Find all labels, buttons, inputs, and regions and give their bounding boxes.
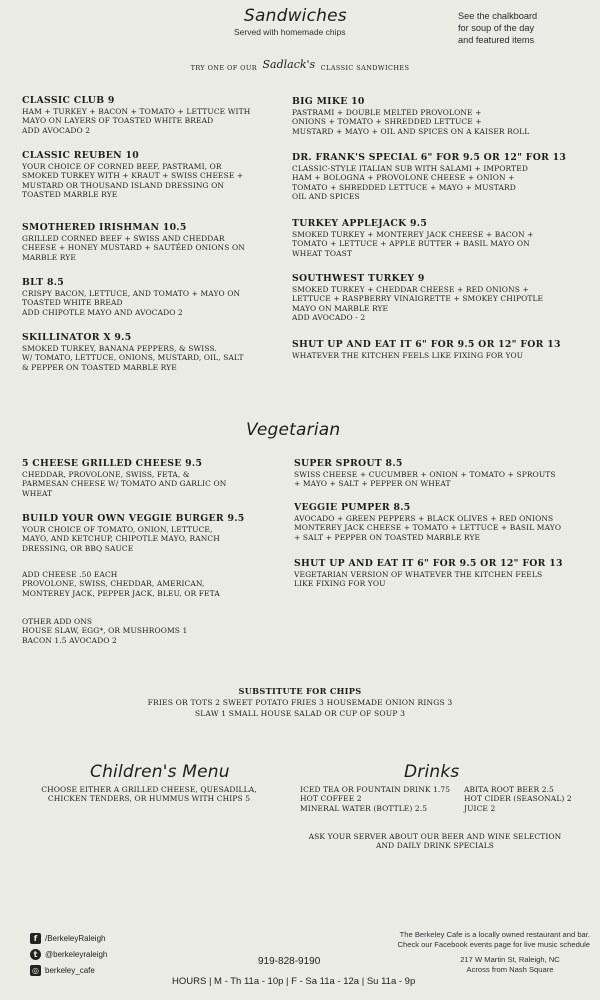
chalkboard-line: and featured items (458, 35, 535, 45)
item-description: YOUR CHOICE OF CORNED BEEF, PASTRAMI, OR SMOKED TURKEY WITH + KRAUT + SWISS CHEESE + MUSTARD OR THOUSAND ISLAND DRESSING ON TOASTED MARBLE RYE (22, 162, 244, 200)
item-name: SUPER SPROUT 8.5 (294, 458, 403, 469)
try-prefix: TRY ONE OF OUR (190, 64, 258, 72)
twitter-icon: t (30, 949, 41, 960)
item-description: SWISS CHEESE + CUCUMBER + ONION + TOMATO + SPROUTS + MAYO + SALT + PEPPER ON WHEAT (294, 470, 556, 489)
item-name: BIG MIKE 10 (292, 96, 365, 107)
try-suffix: CLASSIC SANDWICHES (320, 64, 410, 72)
item-name: SHUT UP AND EAT IT 6" FOR 9.5 OR 12" FOR 13 (294, 558, 563, 569)
drinks-title: Drinks (404, 762, 460, 782)
item-description: CLASSIC-STYLE ITALIAN SUB WITH SALAMI + IMPORTED HAM + BOLOGNA + PROVOLONE CHEESE + ONION + TOMATO + SHREDDED LETTUCE + MAYO + MUSTARD OIL AND SPICES (292, 164, 528, 202)
item-name: CLASSIC CLUB 9 (22, 95, 115, 106)
vegetarian-title: Vegetarian (246, 420, 341, 440)
item-name: SMOTHERED IRISHMAN 10.5 (22, 222, 187, 233)
menu-item (22, 513, 245, 553)
item-description: CHEDDAR, PROVOLONE, SWISS, FETA, & PARMESAN CHEESE W/ TOMATO AND GARLIC ON WHEAT (22, 470, 227, 498)
menu-item (292, 152, 566, 202)
menu-item (292, 339, 561, 360)
drinks-right-list: ABITA ROOT BEER 2.5 HOT CIDER (SEASONAL) 2 JUICE 2 (464, 785, 572, 813)
childrens-menu-title: Children's Menu (90, 762, 230, 782)
menu-item (294, 458, 556, 489)
address: 217 W Martin St, Raleigh, NC Across from Nash Square (460, 955, 560, 974)
item-name: SHUT UP AND EAT IT 6" FOR 9.5 OR 12" FOR 13 (292, 339, 561, 350)
sadlacks-script: Sadlack's (262, 58, 316, 71)
item-description: YOUR CHOICE OF TOMATO, ONION, LETTUCE, MAYO, AND KETCHUP, CHIPOTLE MAYO, RANCH DRESSING, OR BBQ SAUCE (22, 525, 220, 553)
menu-item (22, 95, 250, 135)
try-classic-line (0, 60, 600, 73)
item-description: PASTRAMI + DOUBLE MELTED PROVOLONE + ONIONS + TOMATO + SHREDDED LETTUCE + MUSTARD + MAYO + OIL AND SPICES ON A KAISER ROLL (292, 108, 530, 136)
item-description: WHATEVER THE KITCHEN FEELS LIKE FIXING FOR YOU (292, 351, 524, 360)
item-description: SMOKED TURKEY, BANANA PEPPERS, & SWISS. W/ TOMATO, LETTUCE, ONIONS, MUSTARD, OIL, SALT & PEPPER ON TOASTED MARBLE RYE (22, 344, 244, 372)
drinks-note: ASK YOUR SERVER ABOUT OUR BEER AND WINE SELECTION AND DAILY DRINK SPECIALS (308, 832, 562, 851)
item-description: VEGETARIAN VERSION OF WHATEVER THE KITCHEN FEELS LIKE FIXING FOR YOU (294, 570, 543, 589)
item-name: DR. FRANK'S SPECIAL 6" FOR 9.5 OR 12" FOR 13 (292, 152, 567, 163)
phone-number: 919-828-9190 (258, 956, 321, 967)
chalkboard-line: See the chalkboard (458, 11, 538, 21)
item-description: SMOKED TURKEY + CHEDDAR CHEESE + RED ONIONS + LETTUCE + RASPBERRY VINAIGRETTE + SMOKEY CHIPOTLE MAYO ON MARBLE RYE ADD AVOCADO - 2 (292, 285, 544, 323)
substitute-line: FRIES OR TOTS 2 SWEET POTATO FRIES 3 HOUSEMADE ONION RINGS 3 (147, 698, 453, 707)
item-description: CRISPY BACON, LETTUCE, AND TOMATO + MAYO ON TOASTED WHITE BREAD ADD CHIPOTLE MAYO AND AVOCADO 2 (22, 289, 241, 317)
social-facebook (30, 930, 107, 946)
item-description: SMOKED TURKEY + MONTEREY JACK CHEESE + BACON + TOMATO + LETTUCE + APPLE BUTTER + BASIL MAYO ON WHEAT TOAST (292, 230, 534, 258)
menu-item (22, 150, 243, 200)
facebook-handle: /BerkeleyRaleigh (45, 933, 106, 943)
menu-item (292, 218, 534, 258)
substitute-chips (0, 686, 600, 719)
chalkboard-line: for soup of the day (458, 23, 535, 33)
menu-item (294, 558, 563, 589)
item-name: 5 CHEESE GRILLED CHEESE 9.5 (22, 458, 203, 469)
social-links (30, 930, 107, 978)
social-twitter (30, 946, 107, 962)
other-addons: OTHER ADD ONS HOUSE SLAW, EGG*, OR MUSHROOMS 1 BACON 1.5 AVOCADO 2 (22, 617, 188, 645)
substitute-title: SUBSTITUTE FOR CHIPS (238, 686, 362, 696)
chalkboard-note (458, 10, 537, 46)
item-name: VEGGIE PUMPER 8.5 (294, 502, 411, 513)
sandwiches-subtitle: Served with homemade chips (234, 27, 346, 37)
drinks-left-list: ICED TEA OR FOUNTAIN DRINK 1.75 HOT COFFEE 2 MINERAL WATER (BOTTLE) 2.5 (300, 785, 451, 813)
substitute-line: SLAW 1 SMALL HOUSE SALAD OR CUP OF SOUP 3 (194, 709, 406, 718)
cheese-addons: ADD CHEESE .50 EACH PROVOLONE, SWISS, CHEDDAR, AMERICAN, MONTEREY JACK, PEPPER JACK, BLEU, OR FETA (22, 570, 220, 598)
instagram-handle: berkeley_cafe (45, 965, 95, 975)
social-instagram (30, 962, 107, 978)
menu-item (22, 458, 226, 498)
sandwiches-title: Sandwiches (244, 6, 347, 26)
item-description: GRILLED CORNED BEEF + SWISS AND CHEDDAR CHEESE + HONEY MUSTARD + SAUTÉED ONIONS ON MARBLE RYE (22, 234, 245, 262)
item-name: BUILD YOUR OWN VEGGIE BURGER 9.5 (22, 513, 245, 524)
menu-item (292, 96, 529, 136)
item-name: SOUTHWEST TURKEY 9 (292, 273, 425, 284)
item-name: TURKEY APPLEJACK 9.5 (292, 218, 428, 229)
item-description: HAM + TURKEY + BACON + TOMATO + LETTUCE WITH MAYO ON LAYERS OF TOASTED WHITE BREAD ADD AVOCADO 2 (22, 107, 251, 135)
menu-item (22, 222, 245, 262)
instagram-icon: ◎ (30, 965, 41, 976)
twitter-handle: @berkeleyraleigh (45, 949, 108, 959)
menu-item (294, 502, 561, 542)
menu-item (292, 273, 543, 323)
item-name: CLASSIC REUBEN 10 (22, 150, 139, 161)
item-name: BLT 8.5 (22, 277, 65, 288)
hours: HOURS | M - Th 11a - 10p | F - Sa 11a - 12a | Su 11a - 9p (172, 976, 416, 987)
about-text: The Berkeley Cafe is a locally owned restaurant and bar. Check our Facebook events page for live music schedule (397, 930, 590, 949)
menu-item (22, 332, 244, 372)
item-description: AVOCADO + GREEN PEPPERS + BLACK OLIVES + RED ONIONS MONTEREY JACK CHEESE + TOMATO + LETTUCE + BASIL MAYO + SALT + PEPPER ON TOASTED MARBLE RYE (294, 514, 562, 542)
menu-item (22, 277, 240, 317)
childrens-menu-text: CHOOSE EITHER A GRILLED CHEESE, QUESADILLA, CHICKEN TENDERS, OR HUMMUS WITH CHIPS 5 (41, 785, 257, 804)
item-name: SKILLINATOR X 9.5 (22, 332, 132, 343)
facebook-icon: f (30, 933, 41, 944)
